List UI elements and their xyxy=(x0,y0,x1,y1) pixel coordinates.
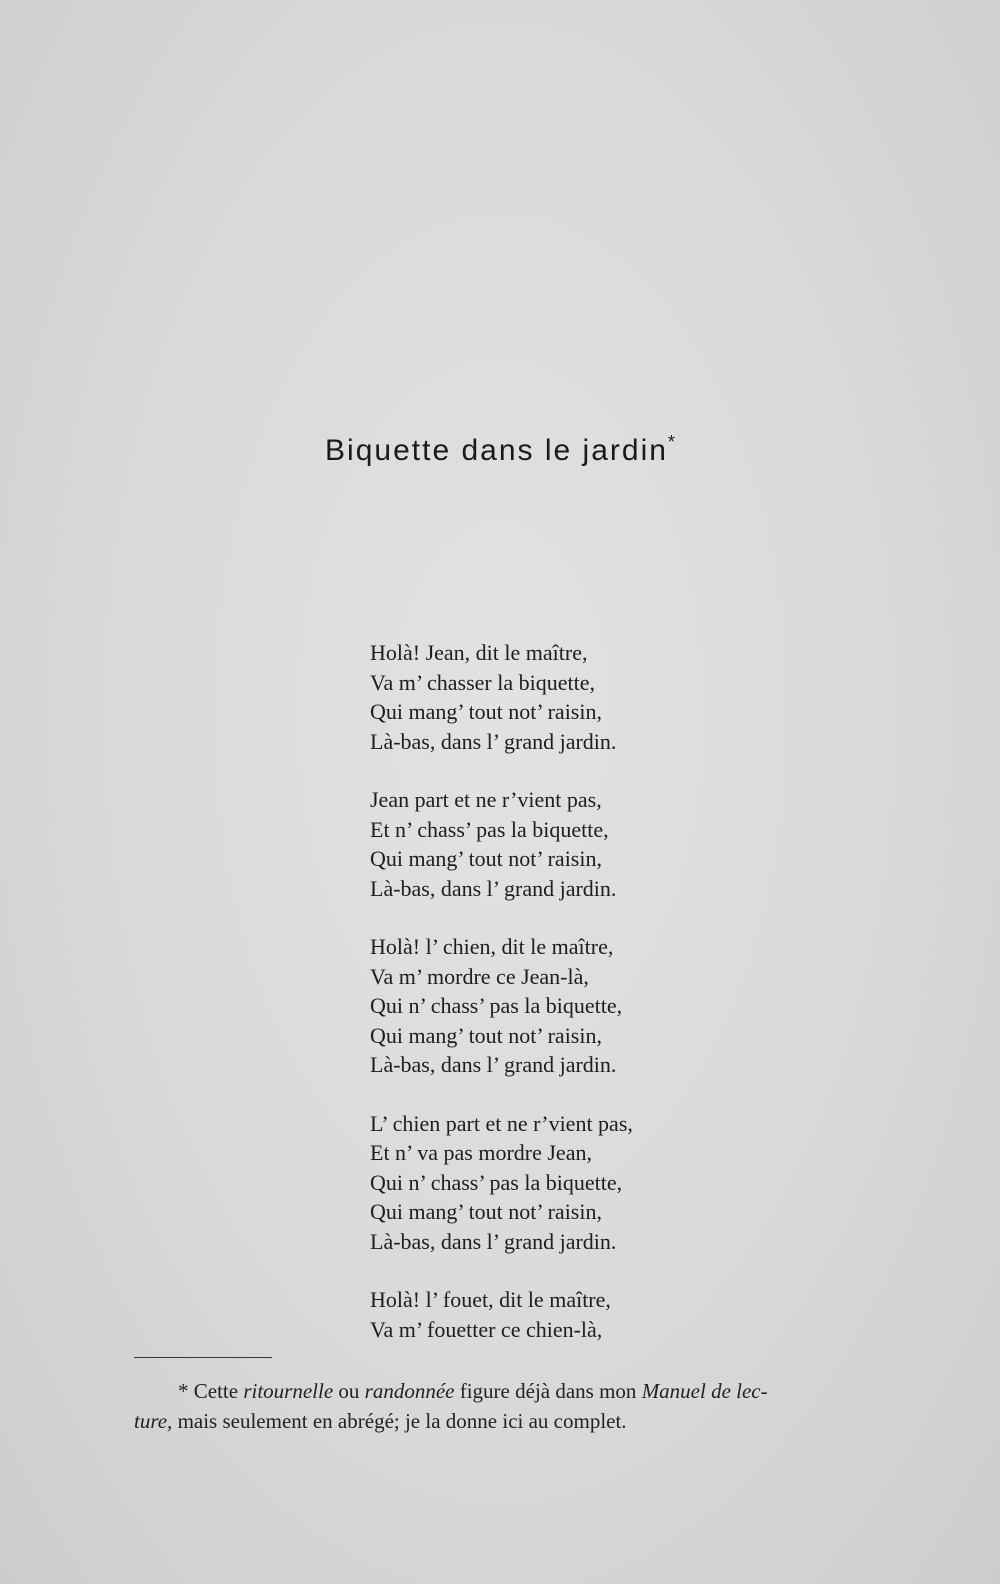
footnote-italic-term: ritournelle xyxy=(243,1379,334,1403)
footnote-line-1 xyxy=(134,1376,914,1406)
footnote-divider xyxy=(134,1357,272,1358)
stanza-4 xyxy=(370,1109,790,1257)
footnote-text: mais seulement en abrégé; je la donne ici au complet. xyxy=(172,1409,627,1433)
footnote-italic-term: randonnée xyxy=(364,1379,455,1403)
title-text: Biquette dans le jardin xyxy=(325,434,668,467)
footnote-text: ou xyxy=(333,1379,365,1403)
stanza-1 xyxy=(370,638,790,756)
footnote xyxy=(134,1376,914,1436)
poem-line: Là-bas, dans l’ grand jardin. xyxy=(370,875,617,901)
poem-line: Va m’ fouetter ce chien-là, xyxy=(370,1316,603,1342)
footnote-marker: * xyxy=(667,432,675,452)
poem-line: Jean part et ne r’vient pas, xyxy=(370,787,602,812)
poem-line: Et n’ va pas mordre Jean, xyxy=(370,1140,592,1165)
poem-line: Holà! l’ fouet, dit le maître, xyxy=(370,1287,611,1312)
poem-line: Là-bas, dans l’ grand jardin. xyxy=(370,728,617,754)
poem-line: Qui mang’ tout not’ raisin, xyxy=(370,699,602,724)
footnote-book-title-cont: ture, xyxy=(134,1409,173,1433)
poem-line: Qui mang’ tout not’ raisin, xyxy=(370,1022,602,1048)
poem-line: Qui n’ chass’ pas la biquette, xyxy=(370,1169,623,1195)
footnote-book-title: Manuel de lec- xyxy=(641,1379,768,1403)
footnote-star: * xyxy=(178,1379,189,1403)
poem-line: Là-bas, dans l’ grand jardin. xyxy=(370,1228,617,1254)
poem-line: Qui mang’ tout not’ raisin, xyxy=(370,846,602,871)
poem-line: Va m’ chasser la biquette, xyxy=(370,669,596,695)
stanza-2 xyxy=(370,785,790,903)
footnote-line-2 xyxy=(134,1406,914,1436)
poem-line: Holà! Jean, dit le maître, xyxy=(370,640,588,665)
stanza-5 xyxy=(370,1285,790,1344)
poem-line: L’ chien part et ne r’vient pas, xyxy=(370,1110,633,1136)
footnote-text: Cette xyxy=(188,1379,244,1403)
poem-line: Holà! l’ chien, dit le maître, xyxy=(370,934,614,959)
stanza-3 xyxy=(370,932,790,1080)
poem-line: Là-bas, dans l’ grand jardin. xyxy=(370,1052,617,1077)
page-title xyxy=(0,432,1000,468)
poem-line: Et n’ chass’ pas la biquette, xyxy=(370,816,609,842)
footnote-text: figure déjà dans mon xyxy=(454,1379,642,1403)
poem-line: Qui mang’ tout not’ raisin, xyxy=(370,1199,602,1224)
poem-line: Qui n’ chass’ pas la biquette, xyxy=(370,993,623,1018)
poem-line: Va m’ mordre ce Jean-là, xyxy=(370,963,589,989)
poem xyxy=(370,638,790,1373)
